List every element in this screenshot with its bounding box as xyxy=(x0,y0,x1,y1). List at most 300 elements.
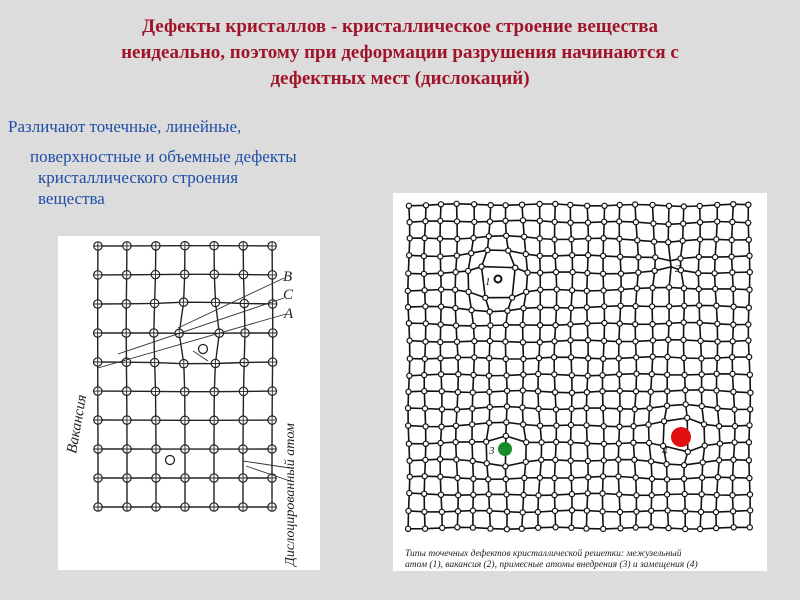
lattice-node xyxy=(536,525,541,530)
lattice-node xyxy=(699,404,704,409)
lattice-node xyxy=(423,219,428,224)
lattice-node xyxy=(488,526,493,531)
lattice-node xyxy=(732,407,737,412)
lattice-node xyxy=(471,476,476,481)
lattice-node xyxy=(601,253,606,258)
lattice-node xyxy=(535,509,540,514)
lattice-node xyxy=(683,526,688,531)
lattice-node xyxy=(730,339,735,344)
lattice-node xyxy=(665,389,670,394)
lattice-node xyxy=(666,203,671,208)
lattice-node xyxy=(702,443,707,448)
title-line-3: дефектных мест (дислокаций) xyxy=(270,68,530,89)
lattice-node xyxy=(715,355,720,360)
lattice-node xyxy=(683,509,688,514)
lattice-node xyxy=(423,424,428,429)
lattice-node xyxy=(569,475,574,480)
lattice-node xyxy=(519,202,524,207)
label-b: B xyxy=(283,269,293,285)
lattice-node xyxy=(617,219,622,224)
lattice-node xyxy=(633,339,638,344)
lattice-node xyxy=(746,338,751,343)
lattice-column-line xyxy=(243,246,245,507)
lattice-node xyxy=(438,440,443,445)
lattice-node xyxy=(438,322,443,327)
lattice-node xyxy=(698,509,703,514)
lattice-node xyxy=(747,372,752,377)
lattice-node xyxy=(470,422,475,427)
lattice-node xyxy=(634,493,639,498)
lattice-node xyxy=(601,526,606,531)
lattice-node xyxy=(438,340,443,345)
lattice-node xyxy=(488,203,493,208)
lattice-node xyxy=(714,237,719,242)
lattice-node xyxy=(617,406,622,411)
lattice-node xyxy=(586,356,591,361)
lattice-node xyxy=(616,474,621,479)
lattice-node xyxy=(633,475,638,480)
lattice-node xyxy=(584,288,589,293)
lattice-node xyxy=(632,457,637,462)
lattice-node xyxy=(748,508,753,513)
lattice-node xyxy=(554,439,559,444)
lattice-node xyxy=(650,304,655,309)
lattice-node xyxy=(422,356,427,361)
lattice-node xyxy=(634,509,639,514)
lattice-node xyxy=(422,406,427,411)
lattice-node xyxy=(453,287,458,292)
lattice-row-line xyxy=(409,436,749,452)
lattice-node xyxy=(748,407,753,412)
lattice-node xyxy=(568,338,573,343)
lattice-node xyxy=(746,440,751,445)
lattice-node xyxy=(646,422,651,427)
lattice-node xyxy=(539,440,544,445)
lattice-node xyxy=(407,338,412,343)
lattice-node xyxy=(681,320,686,325)
lattice-node xyxy=(422,372,427,377)
title-line-2: неидеально, поэтому при деформации разрушения начинаются с xyxy=(121,42,679,63)
lattice-node xyxy=(503,433,508,438)
lattice-node xyxy=(568,322,573,327)
lattice-node xyxy=(715,202,720,207)
lattice-node xyxy=(553,457,558,462)
lattice-node xyxy=(439,372,444,377)
lattice-node xyxy=(423,304,428,309)
lattice-node xyxy=(585,270,590,275)
lattice-node xyxy=(569,492,574,497)
lattice-node xyxy=(438,271,443,276)
lattice-node xyxy=(665,492,670,497)
lattice-node xyxy=(552,237,557,242)
lattice-node xyxy=(619,287,624,292)
lattice-node xyxy=(666,337,671,342)
lattice-node xyxy=(407,491,412,496)
lattice-node xyxy=(747,525,752,530)
lattice-node xyxy=(422,288,427,293)
lattice-node xyxy=(730,475,735,480)
lattice-node xyxy=(714,388,719,393)
lattice-node xyxy=(453,440,458,445)
lattice-node xyxy=(521,356,526,361)
lattice-node xyxy=(552,339,557,344)
lattice-node xyxy=(552,476,557,481)
lattice-node xyxy=(678,256,683,261)
lattice-node xyxy=(631,424,636,429)
lattice-node xyxy=(503,356,508,361)
dislocated-atom xyxy=(199,345,208,354)
lattice-node xyxy=(714,303,719,308)
lattice-node xyxy=(438,218,443,223)
lattice-node xyxy=(423,203,428,208)
lattice-node xyxy=(685,415,690,420)
lattice-row-line xyxy=(410,459,749,466)
lattice-node xyxy=(747,354,752,359)
lattice-node xyxy=(453,423,458,428)
lattice-node xyxy=(453,306,458,311)
lattice-node xyxy=(456,372,461,377)
lattice-node xyxy=(407,474,412,479)
lattice-node xyxy=(617,424,622,429)
lattice-node xyxy=(568,458,573,463)
lattice-node xyxy=(602,304,607,309)
lattice-node xyxy=(407,356,412,361)
lattice-node xyxy=(453,270,458,275)
lattice-node xyxy=(423,321,428,326)
lattice-node xyxy=(732,424,737,429)
lattice-node xyxy=(664,477,669,482)
lattice-node xyxy=(649,372,654,377)
lattice-node xyxy=(570,253,575,258)
lattice-node xyxy=(747,492,752,497)
lattice-column-line xyxy=(154,246,156,507)
lattice-node xyxy=(650,285,655,290)
lattice-node xyxy=(601,424,606,429)
lattice-node xyxy=(536,371,541,376)
lattice-node xyxy=(422,509,427,514)
lattice-node xyxy=(584,508,589,513)
caption-line-2: атом (1), вакансия (2), примесные атомы внедрения (3) и замещения (4) xyxy=(405,560,698,570)
lattice-node xyxy=(438,457,443,462)
lattice-node xyxy=(699,492,704,497)
lattice-node xyxy=(469,439,474,444)
lattice-node xyxy=(504,527,509,532)
lattice-node xyxy=(479,264,484,269)
lattice-node xyxy=(504,373,509,378)
lattice-node xyxy=(407,373,412,378)
lattice-node xyxy=(665,354,670,359)
lattice-node xyxy=(633,220,638,225)
lattice-node xyxy=(406,441,411,446)
lattice-node xyxy=(506,248,511,253)
lattice-node xyxy=(568,440,573,445)
lattice-node xyxy=(617,202,622,207)
lattice-node xyxy=(470,458,475,463)
lattice-node xyxy=(713,255,718,260)
lattice-node xyxy=(439,304,444,309)
lattice-node xyxy=(715,406,720,411)
lattice-node xyxy=(553,253,558,258)
lattice-node xyxy=(631,440,636,445)
lattice-node xyxy=(714,371,719,376)
lattice-node xyxy=(422,474,427,479)
bullet-item-2-line-2: кристаллического строения xyxy=(38,168,239,187)
lattice-node xyxy=(487,405,492,410)
lattice-node xyxy=(682,491,687,496)
lattice-node xyxy=(505,308,510,313)
lattice-node xyxy=(554,423,559,428)
label-a: A xyxy=(284,306,294,322)
lattice-node xyxy=(554,270,559,275)
lattice-node xyxy=(488,323,493,328)
lattice-node xyxy=(731,322,736,327)
lattice-node xyxy=(717,458,722,463)
lattice-node xyxy=(553,323,558,328)
label-c: C xyxy=(283,287,294,303)
lattice-node xyxy=(585,491,590,496)
lattice-node xyxy=(651,221,656,226)
lattice-node xyxy=(569,525,574,530)
lattice-node xyxy=(521,492,526,497)
lattice-node xyxy=(698,338,703,343)
lattice-node xyxy=(487,508,492,513)
lattice-node xyxy=(717,424,722,429)
bullet-item-1: Различают точечные, линейные, xyxy=(8,117,242,136)
lattice-column-line xyxy=(214,246,219,507)
lattice-node xyxy=(600,406,605,411)
lattice-node xyxy=(484,461,489,466)
lattice-node xyxy=(662,419,667,424)
lattice-node xyxy=(569,406,574,411)
lattice-node xyxy=(552,508,557,513)
lattice-node xyxy=(485,248,490,253)
lattice-node xyxy=(649,476,654,481)
lattice-node xyxy=(746,322,751,327)
lattice-node xyxy=(600,491,605,496)
lattice-node xyxy=(652,268,657,273)
lattice-row-line xyxy=(410,476,750,479)
lattice-node xyxy=(746,458,751,463)
lattice-node xyxy=(747,270,752,275)
lattice-node xyxy=(696,254,701,259)
lattice-node xyxy=(715,475,720,480)
lattice-node xyxy=(696,271,701,276)
lattice-node xyxy=(438,492,443,497)
lattice-node xyxy=(666,321,671,326)
lattice-node xyxy=(652,239,657,244)
lattice-node xyxy=(406,305,411,310)
lattice-node xyxy=(617,388,622,393)
lattice-node xyxy=(715,339,720,344)
lattice-node xyxy=(602,338,607,343)
lattice-node xyxy=(682,372,687,377)
lattice-node xyxy=(505,388,510,393)
lattice-node xyxy=(700,460,705,465)
lattice-node xyxy=(472,339,477,344)
lattice-node xyxy=(601,271,606,276)
lattice-node xyxy=(471,323,476,328)
lattice-node xyxy=(731,202,736,207)
lattice-node xyxy=(731,389,736,394)
label-1: 1 xyxy=(485,276,491,288)
lattice-node xyxy=(454,407,459,412)
lattice-node xyxy=(681,355,686,360)
lattice-node xyxy=(553,525,558,530)
lattice-node xyxy=(423,457,428,462)
lattice-node xyxy=(636,270,641,275)
lattice-node xyxy=(634,286,639,291)
lattice-node xyxy=(504,492,509,497)
lattice-node xyxy=(746,305,751,310)
lattice-node xyxy=(617,509,622,514)
lattice-node xyxy=(649,508,654,513)
lattice-node xyxy=(535,389,540,394)
lattice-node xyxy=(650,338,655,343)
lattice-node xyxy=(748,390,753,395)
lattice-node xyxy=(664,462,669,467)
lattice-node xyxy=(523,459,528,464)
lattice-node xyxy=(569,237,574,242)
lattice-node xyxy=(423,441,428,446)
lattice-node xyxy=(586,475,591,480)
lattice-node xyxy=(521,422,526,427)
lattice-node xyxy=(438,202,443,207)
lattice-node xyxy=(667,285,672,290)
lattice-node xyxy=(747,253,752,258)
lattice-node xyxy=(584,390,589,395)
lattice-node xyxy=(466,289,471,294)
lattice-node xyxy=(666,240,671,245)
bullet-item-2-line-1: поверхностные и объемные дефекты xyxy=(30,147,297,166)
lattice-node xyxy=(649,525,654,530)
lattice-node xyxy=(536,356,541,361)
lattice-node xyxy=(633,389,638,394)
lattice-node xyxy=(536,406,541,411)
lattice-node xyxy=(650,354,655,359)
lattice-node xyxy=(520,405,525,410)
lattice-node xyxy=(439,407,444,412)
point-defects-lattice xyxy=(393,193,767,549)
lattice-node xyxy=(632,407,637,412)
lattice-node xyxy=(585,338,590,343)
lattice-node xyxy=(483,295,488,300)
lattice-node xyxy=(685,449,690,454)
lattice-node xyxy=(602,320,607,325)
impurity-atom-interstitial xyxy=(498,442,512,456)
lattice-node xyxy=(487,356,492,361)
lattice-node xyxy=(635,238,640,243)
lattice-column-line xyxy=(179,246,185,507)
edge-dislocation-lattice xyxy=(58,236,320,570)
lattice-node xyxy=(438,474,443,479)
lattice-node xyxy=(585,458,590,463)
lattice-node xyxy=(682,463,687,468)
lattice-node xyxy=(681,286,686,291)
lattice-node xyxy=(616,441,621,446)
lattice-node xyxy=(667,304,672,309)
lattice-node xyxy=(421,271,426,276)
lattice-node xyxy=(569,355,574,360)
lattice-node xyxy=(650,202,655,207)
lattice-node xyxy=(466,268,471,273)
lattice-node xyxy=(407,220,412,225)
lattice-node xyxy=(682,303,687,308)
interstitial-atom xyxy=(495,276,502,283)
lattice-node xyxy=(406,423,411,428)
lattice-node xyxy=(633,304,638,309)
lattice-node xyxy=(456,493,461,498)
label-3: 3 xyxy=(489,445,495,457)
caption-line-1: Типы точечных дефектов кристаллической решетки: межузельный xyxy=(405,549,682,559)
lattice-node xyxy=(746,220,751,225)
lattice-node xyxy=(634,371,639,376)
lattice-node xyxy=(554,305,559,310)
bullet-item-2 xyxy=(30,146,390,209)
lattice-node xyxy=(683,388,688,393)
lattice-node xyxy=(470,508,475,513)
lattice-node xyxy=(633,525,638,530)
lattice-node xyxy=(618,526,623,531)
lattice-node xyxy=(524,289,529,294)
lattice-node xyxy=(504,233,509,238)
point-defects-figure xyxy=(393,193,767,571)
lattice-node xyxy=(406,271,411,276)
lattice-node xyxy=(438,356,443,361)
lattice-node xyxy=(455,509,460,514)
lattice-node xyxy=(537,475,542,480)
lattice-node xyxy=(601,458,606,463)
lattice-node xyxy=(647,440,652,445)
lattice-node xyxy=(569,508,574,513)
lattice-node xyxy=(616,457,621,462)
lattice-node xyxy=(552,219,557,224)
lattice-node xyxy=(601,236,606,241)
lattice-node xyxy=(700,475,705,480)
dislocated-atom-label: Дислоцированный атом xyxy=(283,423,298,566)
lattice-node xyxy=(486,492,491,497)
lattice-node xyxy=(712,271,717,276)
lattice-node xyxy=(553,201,558,206)
lattice-node xyxy=(717,441,722,446)
lattice-node xyxy=(633,322,638,327)
lattice-node xyxy=(521,306,526,311)
lattice-node xyxy=(664,403,669,408)
lattice-node xyxy=(730,219,735,224)
lattice-node xyxy=(406,321,411,326)
lattice-node xyxy=(696,287,701,292)
lattice-node xyxy=(715,219,720,224)
lattice-node xyxy=(505,509,510,514)
lattice-node xyxy=(585,220,590,225)
lattice-node xyxy=(421,254,426,259)
lattice-row-line xyxy=(408,418,749,427)
lattice-node xyxy=(422,491,427,496)
lattice-node xyxy=(714,526,719,531)
lattice-node xyxy=(616,356,621,361)
lattice-node xyxy=(471,372,476,377)
lattice-node xyxy=(454,201,459,206)
lattice-node xyxy=(568,202,573,207)
lattice-node xyxy=(729,254,734,259)
lattice-node xyxy=(437,236,442,241)
title-line-1: Дефекты кристаллов - кристаллическое строение вещества xyxy=(141,16,659,37)
lattice-node xyxy=(504,420,509,425)
lattice-node xyxy=(454,339,459,344)
lattice-node xyxy=(405,288,410,293)
lattice-node xyxy=(729,237,734,242)
lattice-node xyxy=(538,287,543,292)
lattice-node xyxy=(503,477,508,482)
